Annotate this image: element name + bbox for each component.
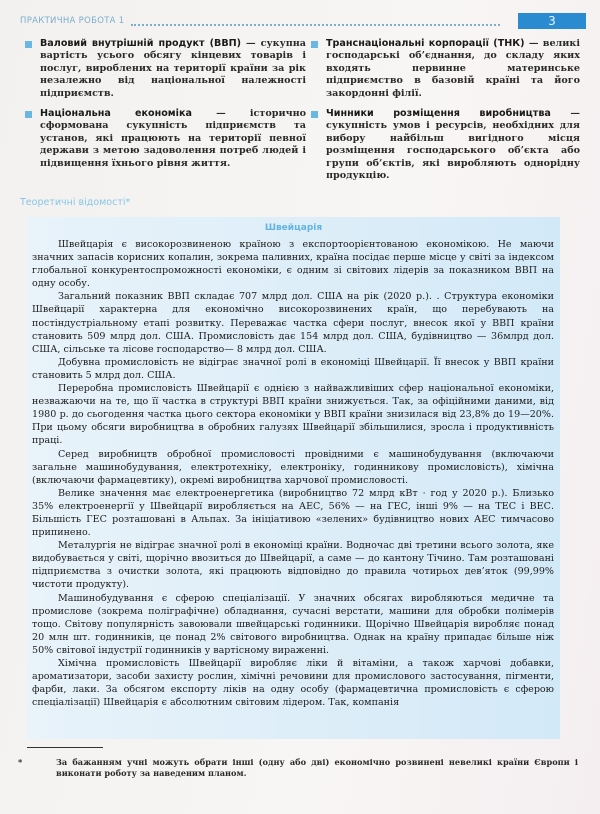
country-info-box xyxy=(27,217,560,739)
square-bullet-icon xyxy=(311,41,318,48)
paragraph: Хімічна промисловість Швейцарії виробляє ліки й вітаміни, а також харчові добавки, ароматизатори, засоби захисту рослин, хімічні речовини для промислового застосування, пігменти, фарби, лаки. За обсягом експорту ліків на одну особу (фармацевтична промисловість є сферою спеціалізації) Швейцарія є абсолютним світовим лідером. Так, компанія xyxy=(32,658,554,709)
square-bullet-icon xyxy=(25,41,32,48)
definition-tnc xyxy=(306,38,580,100)
definitions-grid xyxy=(20,38,580,182)
paragraph: Велике значення має електроенергетика (виробництво 72 млрд кВт · год у 2020 р.). Близько 35% електроенергії у Швейцарії виробляється на АЕС, 56% — на ГЕС, інші 9% — на ТЕС і ВЕС. Більшість ГЕС розташовані в Альпах. За ініціативою «зелених» будівництво нових АЕС тимчасово припинено. xyxy=(32,487,554,539)
paragraph: Машинобудування є сферою спеціалізації. У значних обсягах виробляються медичне та промислове (зокрема поліграфічне) обладнання, сучасні верстати, машини для обробки полімерів тощо. Світову популярність завоювали швейцарські годинники. Щорічно Швейцарія виробляє понад 20 млн шт. годинників, це понад 2% світового виробництва. Однак на країну припадає більше ніж 50% світової індустрії годинників у вартісному вираженні. xyxy=(32,592,554,656)
page-number: 3 xyxy=(518,13,586,29)
paragraph: Металургія не відіграє значної ролі в економіці країни. Водночас дві третини всього золота, яке видобувається у світі, щорічно ввозиться до Швейцарії, а саме — до кантону Тічино. Там розташовані підприємства з очистки золота, які працюють відповідно до правила чотирьох дев’яток (99,99% чистоти продукту). xyxy=(32,540,554,591)
square-bullet-icon xyxy=(25,111,32,118)
dotted-leader xyxy=(131,17,500,26)
definition-national-economy xyxy=(20,108,306,182)
paragraph: Добувна промисловість не відіграє значної ролі в економіці Швейцарії. Її внесок у ВВП країни становить 5 млрд дол. США. xyxy=(32,356,554,381)
definition-term: Національна економіка xyxy=(40,108,192,120)
footnote xyxy=(18,757,578,779)
square-bullet-icon xyxy=(311,111,318,118)
definition-term: Валовий внутрішній продукт (ВВП) xyxy=(40,38,242,49)
definition-term: Чинники розміщення виробництва xyxy=(326,108,551,120)
definition-gdp xyxy=(20,38,306,100)
definition-term: Транснаціональні корпорації (ТНК) xyxy=(326,38,525,49)
paragraph: Серед виробництв обробної промисловості провідними є машинобудування (включаючи загальне машинобудування, електротехніку, електроніку, годинникову промисловість), хімічна (включаючи фармацевтику), окремі виробництва харчової промисловості. xyxy=(32,448,554,486)
running-title: ПРАКТИЧНА РОБОТА 1 xyxy=(20,16,125,26)
definition-text: — сукупна вартість усього обсягу кінцевих товарів і послуг, вироблених на території країни за рік незалежно від національної належності підприємств. xyxy=(40,38,306,99)
definition-text: — історично сформована сукупність підприємств та установ, які працюють на території певної держави з метою задоволення потреб людей і підвищення їхнього рівня життя. xyxy=(40,108,307,169)
definition-text: — великі господарські об’єднання, до складу яких входять первинне материнське підприємство в базовій країні та його закордонні філії. xyxy=(326,38,580,99)
footnote-text: За бажанням учні можуть обрати інші (одну або дві) економічно розвинені невеликі країни Європи і виконати роботу за наведеним планом. xyxy=(56,757,578,778)
footnote-mark: * xyxy=(18,757,23,767)
definition-text: — сукупність умов і ресурсів, необхідних для вибору найбільш вигідного місця розміщення господарського об’єкта або групи об’єктів, які виробляють однорідну продукцію. xyxy=(326,108,581,182)
definition-location-factors xyxy=(306,108,580,182)
paragraph: Швейцарія є високорозвиненою країною з експортоорієнтованою економікою. Не маючи значних запасів корисних копалин, зокрема паливних, країна посідає перше місце у світі за індексом глобальної конкурентоспроможності економіки, є одним зі світових лідерів за показником ВВП на одну особу. xyxy=(32,239,554,290)
paragraph: Загальний показник ВВП складає 707 млрд дол. США на рік (2020 р.). . Структура економіки Швейцарії характерна для економічно високорозвинених країн, що перебувають на постіндустріальному етапі розвитку. Переважає частка сфери послуг, внесок якої у ВВП країни становить 509 млрд дол. США. Промисловість дає 154 млрд дол. США, будівництво — 36млрд дол. США, сільське та лісове господарство— 8 млрд дол. США. xyxy=(32,291,554,355)
running-header xyxy=(20,15,500,27)
footnote-rule xyxy=(27,747,103,748)
box-body xyxy=(32,238,554,709)
box-title: Швейцарія xyxy=(264,223,323,233)
section-title: Теоретичні відомості* xyxy=(20,197,131,208)
paragraph: Переробна промисловість Швейцарії є однією з найважливіших сфер національної економіки, незважаючи на те, що її частка в структурі ВВП країни знижується. Так, за офіційними даними, від 1980 р. до сьогодення частка цього сектора економіки у ВВП країни знизилася від 23,8% до 19—20%. При цьому обсяги виробництва в обробних галузях Швейцарії збільшилися, зросла і продуктивність праці. xyxy=(32,383,554,447)
